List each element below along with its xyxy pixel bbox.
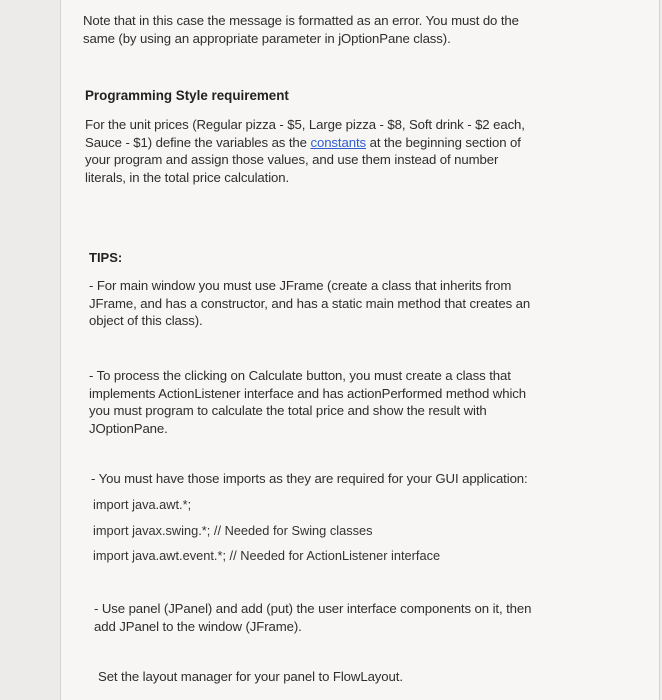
tip-jframe <box>89 277 530 330</box>
note-line: Note that in this case the message is formatted as an error. You must do the <box>83 13 519 28</box>
tip-line: add JPanel to the window (JFrame). <box>94 618 302 634</box>
paragraph-line: literals, in the total price calculation. <box>85 169 290 185</box>
note-paragraph <box>83 12 519 47</box>
note-line: same (by using an appropriate parameter in jOptionPane class). <box>83 30 451 46</box>
document-page <box>60 0 660 700</box>
tip-flowlayout <box>98 668 403 686</box>
tip-line: JFrame, and has a constructor, and has a static main method that creates an <box>89 295 531 311</box>
paragraph-line: your program and assign those values, and use them instead of number <box>85 152 499 167</box>
tip-line: - You must have those imports as they are required for your GUI application: <box>91 471 528 486</box>
paragraph-text: at the beginning section of <box>366 134 521 150</box>
style-requirement-paragraph <box>85 116 525 186</box>
import-awt: import java.awt.*; <box>93 497 192 512</box>
tip-jpanel <box>94 600 531 635</box>
tip-line: - To process the clicking on Calculate button, you must create a class that <box>89 368 511 383</box>
import-awt-event: import java.awt.event.*; // Needed for ActionListener interface <box>93 548 441 563</box>
tip-line: Set the layout manager for your panel to FlowLayout. <box>98 669 403 684</box>
paragraph-line <box>85 134 525 152</box>
constants-link[interactable]: constants <box>310 134 367 150</box>
tip-line: JOptionPane. <box>89 420 168 436</box>
tip-line: - For main window you must use JFrame (create a class that inherits from <box>89 278 512 293</box>
tip-imports <box>91 470 528 488</box>
tip-actionlistener <box>89 367 526 437</box>
paragraph-line: For the unit prices (Regular pizza - $5, Large pizza - $8, Soft drink - $2 each, <box>85 117 525 132</box>
tip-line: you must program to calculate the total price and show the result with <box>89 403 487 418</box>
tip-line: - Use panel (JPanel) and add (put) the user interface components on it, then <box>94 601 532 616</box>
paragraph-text: Sauce - $1) define the variables as the <box>85 134 311 150</box>
tips-heading: TIPS: <box>89 250 123 265</box>
tip-line: object of this class). <box>89 313 203 328</box>
style-requirement-heading: Programming Style requirement <box>85 88 289 103</box>
import-swing: import javax.swing.*; // Needed for Swing classes <box>93 523 373 538</box>
tip-line: implements ActionListener interface and has actionPerformed method which <box>89 385 527 401</box>
